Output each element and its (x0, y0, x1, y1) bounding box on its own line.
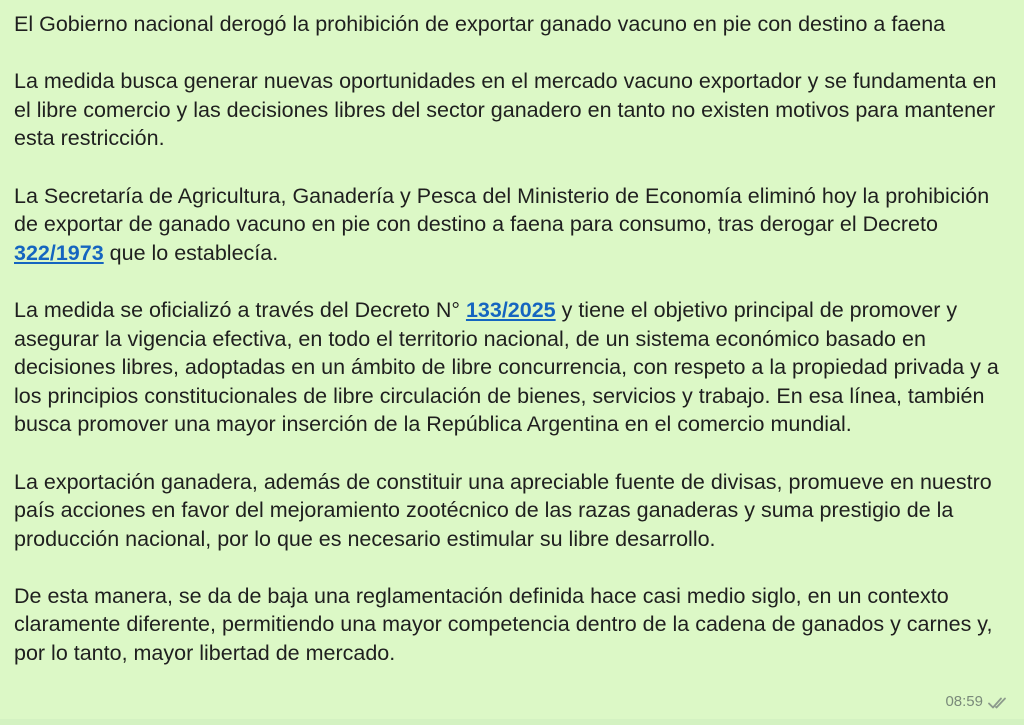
message-paragraph-1: La medida busca generar nuevas oportunidades en el mercado vacuno exportador y se fundamenta en el libre comercio y las decisiones libres del sector ganadero en tanto no existen motivos para mantener esta restricción. (14, 69, 997, 151)
paragraph-2-text-before: La Secretaría de Agricultura, Ganadería y Pesca del Ministerio de Economía eliminó hoy la prohibición de exportar de ganado vacuno en pie con destino a faena para consumo, tras derogar el Decreto (14, 183, 990, 237)
message-paragraph-5: De esta manera, se da de baja una reglamentación definida hace casi medio siglo, en un contexto claramente diferente, permitiendo una mayor competencia dentro de la cadena de ganados y carnes y, por lo tanto, mayor libertad de mercado. (14, 583, 993, 666)
message-paragraph-3 (14, 296, 1012, 439)
paragraph-3-text-before: La medida se oficializó a través del Decreto N° (14, 297, 466, 322)
paragraph-3-text-after: y tiene el objetivo principal de promover y asegurar la vigencia efectiva, en todo el territorio nacional, de un sistema económico basado en decisiones libres, adoptadas en un ámbito de libre concurrencia, con respeto a la propiedad privada y a los principios constitucionales de libre circulación de bienes, servicios y trabajo. En esa línea, también busca promover una mayor inserción de la República Argentina en el comercio mundial. (14, 297, 999, 437)
double-check-icon (988, 695, 1012, 711)
bubble-bottom-edge (0, 719, 1024, 725)
decree-322-1973-link[interactable]: 322/1973 (14, 240, 104, 265)
message-paragraph-2 (14, 182, 1012, 268)
paragraph-2-text-after: que lo establecía. (103, 240, 279, 265)
message-title: El Gobierno nacional derogó la prohibición de exportar ganado vacuno en pie con destino a faena (14, 12, 946, 36)
message-time: 08:59 (945, 693, 983, 711)
decree-133-2025-link[interactable]: 133/2025 (465, 297, 556, 322)
message-meta (945, 688, 1012, 717)
message-paragraph-4: La exportación ganadera, además de constituir una apreciable fuente de divisas, promueve en nuestro país acciones en favor del mejoramiento zootécnico de las razas ganaderas y suma prestigio de la producción nacional, por lo que es necesario estimular su libre desarrollo. (14, 469, 992, 551)
